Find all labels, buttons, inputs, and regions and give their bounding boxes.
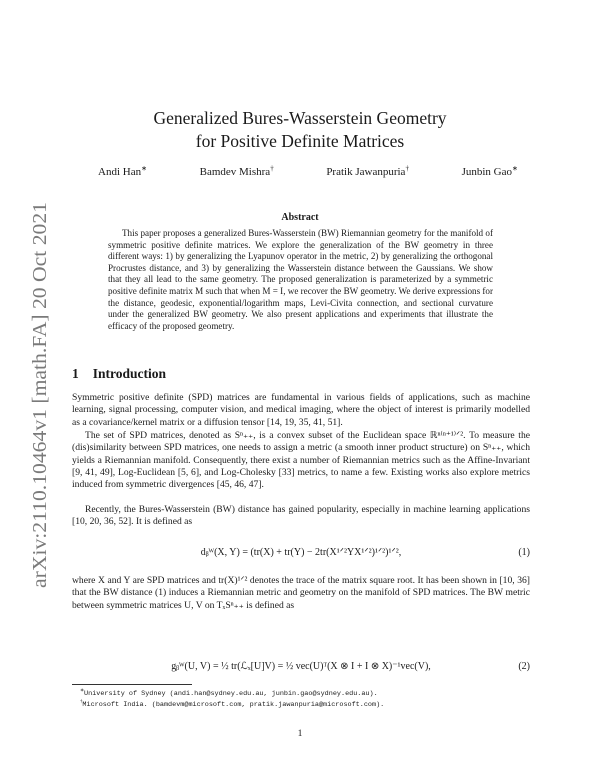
author: Junbin Gao∗ — [461, 164, 518, 178]
equation-expression: gᵦᵂ(U, V) = ½ tr(ℒₓ[U]V) = ½ vec(U)ᵀ(X ⊗ I + I ⊗ X)⁻¹vec(V), — [171, 661, 431, 672]
footnote: ∗University of Sydney (andi.han@sydney.edu.au, junbin.gao@sydney.edu.au). — [80, 688, 378, 698]
paper-title — [0, 107, 600, 153]
paragraph: The set of SPD matrices, denoted as Sⁿ₊₊, is a convex subset of the Euclidean space ℝⁿ⁽ⁿ⁺¹⁾ᐟ². To measure the (dis)similarity between SPD matrices, one needs to assign a metric (a smooth inner product structure) on Sⁿ₊₊, which yields a Riemannian manifold. Consequently, there exist a number of Riemannian metrics such as the Affine-Invariant [9, 41, 49], Log-Euclidean [5, 6], and Log-Cholesky [33] metrics, to name a few. Existing works also explore metrics induced from symmetric divergences [45, 46, 47]. — [72, 430, 530, 491]
page-number: 1 — [297, 728, 303, 739]
equation-expression: dᵦᵂ(X, Y) = (tr(X) + tr(Y) − 2tr(X¹ᐟ²YX¹ᐟ²)¹ᐟ²)¹ᐟ², — [200, 547, 402, 558]
equation-number: (1) — [518, 547, 530, 558]
abstract-text: This paper proposes a generalized Bures-Wasserstein (BW) Riemannian geometry for the manifold of symmetric positive definite matrices. We explore the generalization of the BW geometry in three different ways: 1) by generalizing the Lyapunov operator in the metric, 2) by generalizing the orthogonal Procrustes distance, and 3) by generalizing the Wasserstein distance between the Gaussians. We show that they all lead to the same geometry. The proposed generalization is parameterized by a symmetric positive definite matrix M such that when M = I, we recover the BW geometry. We derive expressions for the distance, geodesic, exponential/logarithm maps, Levi-Civita connection, and sectional curvature under the generalized BW geometry. We also present applications and experiments that illustrate the efficacy of the proposed geometry. — [108, 228, 493, 331]
paragraph: Recently, the Bures-Wasserstein (BW) distance has gained popularity, especially in machine learning applications [10, 20, 36, 52]. It is defined as — [72, 504, 530, 528]
section-heading — [72, 366, 166, 382]
footnote: †Microsoft India. (bamdevm@microsoft.com, pratik.jawanpuria@microsoft.com). — [80, 699, 385, 709]
paragraph: Symmetric positive definite (SPD) matrices are fundamental in various fields of applications, such as machine learning, signal processing, computer vision, and medical imaging, where the object of interest is primarily modelled as a covariance/kernel matrix or a diffusion tensor [14, 19, 35, 41, 51]. — [72, 392, 530, 428]
arxiv-id-text: arXiv:2110.10464v1 [math.FA] 20 Oct 2021 — [30, 240, 51, 588]
author-list — [98, 166, 518, 178]
author: Andi Han∗ — [98, 164, 148, 178]
section-number: 1 — [72, 366, 79, 381]
title-line-2: for Positive Definite Matrices — [195, 131, 405, 151]
abstract-heading: Abstract — [281, 212, 319, 223]
section-title: Introduction — [92, 366, 167, 381]
footnote-rule — [72, 684, 192, 685]
paragraph: where X and Y are SPD matrices and tr(X)¹ᐟ² denotes the trace of the matrix square root. It has been shown in [10, 36] that the BW distance (1) induces a Riemannian metric and geometry on the manifold of SPD matrices. The BW metric between symmetric matrices U, V on TₓSⁿ₊₊ is defined as — [72, 575, 530, 611]
title-line-1: Generalized Bures-Wasserstein Geometry — [153, 108, 447, 128]
author: Bamdev Mishra† — [199, 164, 274, 178]
author: Pratik Jawanpuria† — [326, 164, 410, 178]
equation-number: (2) — [518, 661, 530, 672]
arxiv-side-label — [18, 200, 56, 590]
